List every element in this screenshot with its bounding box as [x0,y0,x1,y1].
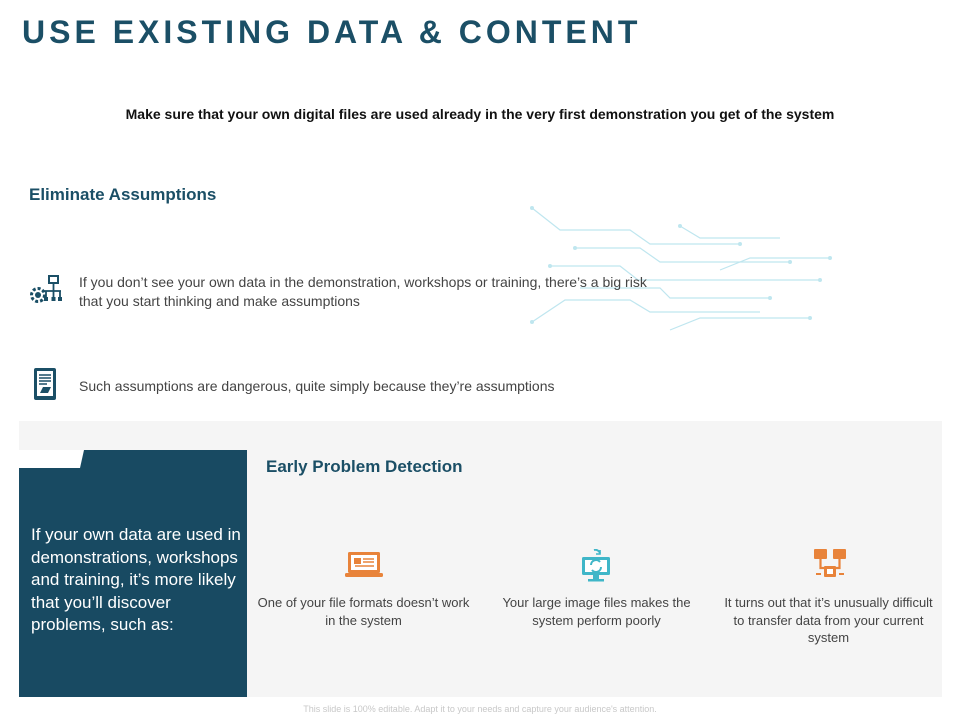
feature-text-file-formats: One of your file formats doesn’t work in the system [257,595,470,628]
section-heading-early-problem-detection: Early Problem Detection [266,457,463,476]
monitor-refresh-icon [580,549,612,583]
slide-title: USE EXISTING DATA & CONTENT [22,14,642,50]
data-transfer-icon [813,548,847,582]
assumption-risk-text: If you don’t see your own data in the demonstration, workshops or training, there’s a big risk that you start thinking and make assumptions [79,274,647,309]
document-tablet-icon [33,367,59,401]
assumptions-dangerous-text: Such assumptions are dangerous, quite simply because they’re assumptions [79,378,555,394]
slide-subtitle: Make sure that your own digital files are used already in the very first demonstration you get of the system [125,106,835,122]
feature-text-data-transfer: It turns out that it’s unusually difficult to transfer data from your current system [724,595,933,645]
feature-text-large-images: Your large image files makes the system perform poorly [502,595,691,628]
gear-network-icon [28,273,62,307]
callout-tab [19,450,84,468]
section-heading-eliminate-assumptions: Eliminate Assumptions [29,185,217,204]
footer-note: This slide is 100% editable. Adapt it to your needs and capture your audience's attention. [303,704,657,714]
circuit-decoration [520,200,850,335]
left-callout-text: If your own data are used in demonstrations, workshops and training, it’s more likely that you’ll discover problems, such as: [31,525,241,634]
laptop-file-icon [344,550,384,580]
